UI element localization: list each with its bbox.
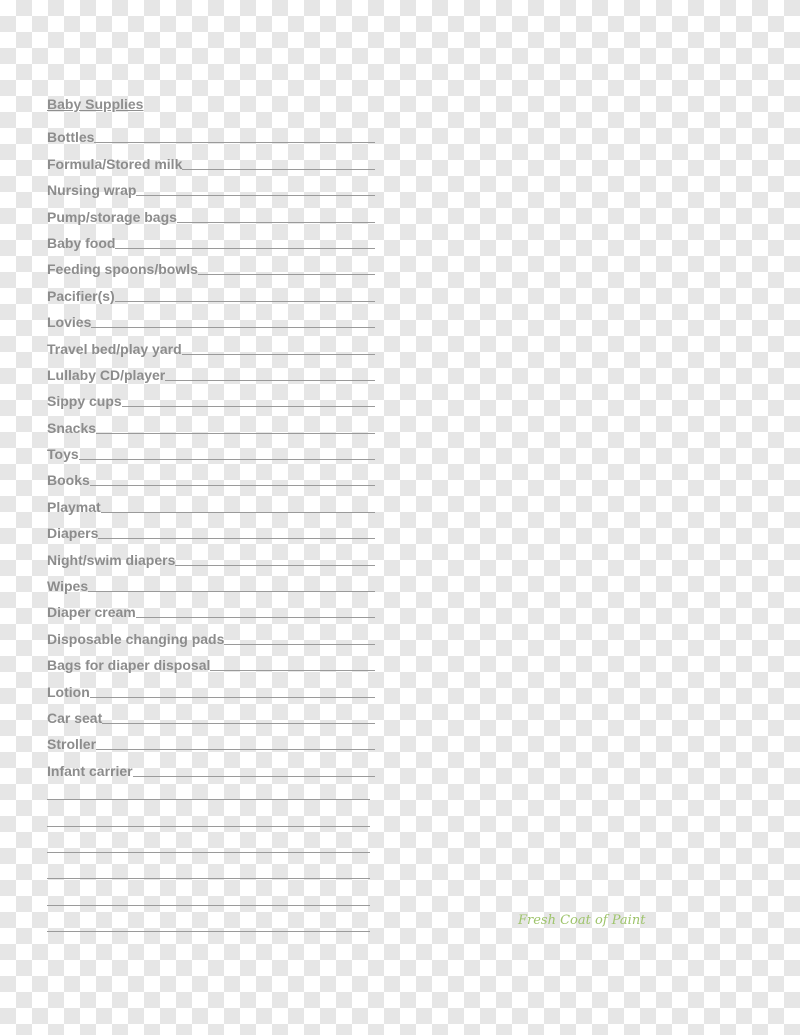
write-in-line[interactable] xyxy=(47,930,370,932)
checklist-item xyxy=(47,674,375,700)
checklist-item xyxy=(47,701,375,727)
write-in-line[interactable] xyxy=(210,669,375,671)
checklist-item xyxy=(47,463,375,489)
checklist-item xyxy=(47,226,375,252)
checklist-item-label: Diaper cream xyxy=(47,604,136,621)
checklist-item xyxy=(47,437,375,463)
write-in-line[interactable] xyxy=(88,590,375,592)
write-in-line[interactable] xyxy=(136,616,375,618)
blank-write-in-row xyxy=(47,859,375,885)
checklist-item-label: Snacks xyxy=(47,419,97,436)
checklist-item-label: Bottles xyxy=(47,129,95,146)
checklist-item xyxy=(47,542,375,568)
write-in-line[interactable] xyxy=(175,564,375,566)
checklist-item-label: Baby food xyxy=(47,234,116,251)
write-in-line[interactable] xyxy=(79,458,375,460)
write-in-line[interactable] xyxy=(224,643,375,645)
blank-write-in-row xyxy=(47,833,375,859)
checklist-title: Baby Supplies xyxy=(47,96,144,112)
write-in-line[interactable] xyxy=(47,798,370,800)
checklist-item-label: Car seat xyxy=(47,709,103,726)
checklist-item xyxy=(47,410,375,436)
write-in-line[interactable] xyxy=(91,326,375,328)
baby-supplies-checklist xyxy=(47,94,375,938)
checklist-item-label: Feeding spoons/bowls xyxy=(47,261,198,278)
write-in-line[interactable] xyxy=(115,247,375,249)
write-in-line[interactable] xyxy=(96,748,375,750)
checklist-item xyxy=(47,199,375,225)
write-in-line[interactable] xyxy=(122,405,375,407)
write-in-line[interactable] xyxy=(98,537,375,539)
checklist-item-label: Lullaby CD/player xyxy=(47,366,166,383)
blank-write-in-row xyxy=(47,912,375,938)
checklist-item-label: Disposable changing pads xyxy=(47,630,225,647)
write-in-line[interactable] xyxy=(198,273,375,275)
checklist-item xyxy=(47,331,375,357)
checklist-item xyxy=(47,252,375,278)
blank-write-in-row xyxy=(47,780,375,806)
checklist-item-label: Bags for diaper disposal xyxy=(47,657,211,674)
checklist-item xyxy=(47,358,375,384)
checklist-item-label: Lotion xyxy=(47,683,90,700)
brand-signature: Fresh Coat of Paint xyxy=(518,913,646,928)
checklist-item-label: Diapers xyxy=(47,525,99,542)
checklist-item xyxy=(47,727,375,753)
write-in-line[interactable] xyxy=(47,825,370,827)
write-in-line[interactable] xyxy=(96,432,375,434)
checklist-item-label: Pacifier(s) xyxy=(47,287,115,304)
write-in-line[interactable] xyxy=(102,722,375,724)
checklist-item xyxy=(47,146,375,172)
write-in-line[interactable] xyxy=(47,904,370,906)
checklist-item xyxy=(47,621,375,647)
checklist-item-label: Nursing wrap xyxy=(47,182,137,199)
checklist-item-label: Playmat xyxy=(47,498,101,515)
write-in-line[interactable] xyxy=(182,168,375,170)
checklist-item xyxy=(47,753,375,779)
blank-write-in-row xyxy=(47,885,375,911)
write-in-line[interactable] xyxy=(177,221,375,223)
checklist-items xyxy=(47,120,375,780)
write-in-line[interactable] xyxy=(47,877,370,879)
checklist-item-label: Lovies xyxy=(47,314,92,331)
checklist-item-label: Sippy cups xyxy=(47,393,122,410)
checklist-item xyxy=(47,516,375,542)
checklist-item-label: Pump/storage bags xyxy=(47,208,177,225)
write-in-line[interactable] xyxy=(165,379,375,381)
write-in-line[interactable] xyxy=(90,696,375,698)
checklist-item xyxy=(47,569,375,595)
checklist-item-label: Night/swim diapers xyxy=(47,551,176,568)
write-in-line[interactable] xyxy=(94,141,375,143)
checklist-item xyxy=(47,595,375,621)
checklist-item xyxy=(47,305,375,331)
checklist-item-label: Books xyxy=(47,472,90,489)
checklist-item-label: Infant carrier xyxy=(47,762,133,779)
checklist-item xyxy=(47,173,375,199)
checklist-item-label: Travel bed/play yard xyxy=(47,340,182,357)
write-in-line[interactable] xyxy=(47,851,370,853)
write-in-line[interactable] xyxy=(182,353,375,355)
checklist-item-label: Stroller xyxy=(47,736,97,753)
write-in-line[interactable] xyxy=(115,300,375,302)
checklist-item xyxy=(47,384,375,410)
checklist-item xyxy=(47,278,375,304)
write-in-line[interactable] xyxy=(90,484,375,486)
checklist-item xyxy=(47,489,375,515)
checklist-item-label: Wipes xyxy=(47,578,89,595)
write-in-line[interactable] xyxy=(136,194,375,196)
checklist-item-label: Toys xyxy=(47,446,79,463)
checklist-item-label: Formula/Stored milk xyxy=(47,155,183,172)
checklist-item xyxy=(47,120,375,146)
write-in-line[interactable] xyxy=(101,511,375,513)
blank-write-in-row xyxy=(47,806,375,832)
blank-lines xyxy=(47,780,375,938)
write-in-line[interactable] xyxy=(133,775,375,777)
checklist-item xyxy=(47,648,375,674)
